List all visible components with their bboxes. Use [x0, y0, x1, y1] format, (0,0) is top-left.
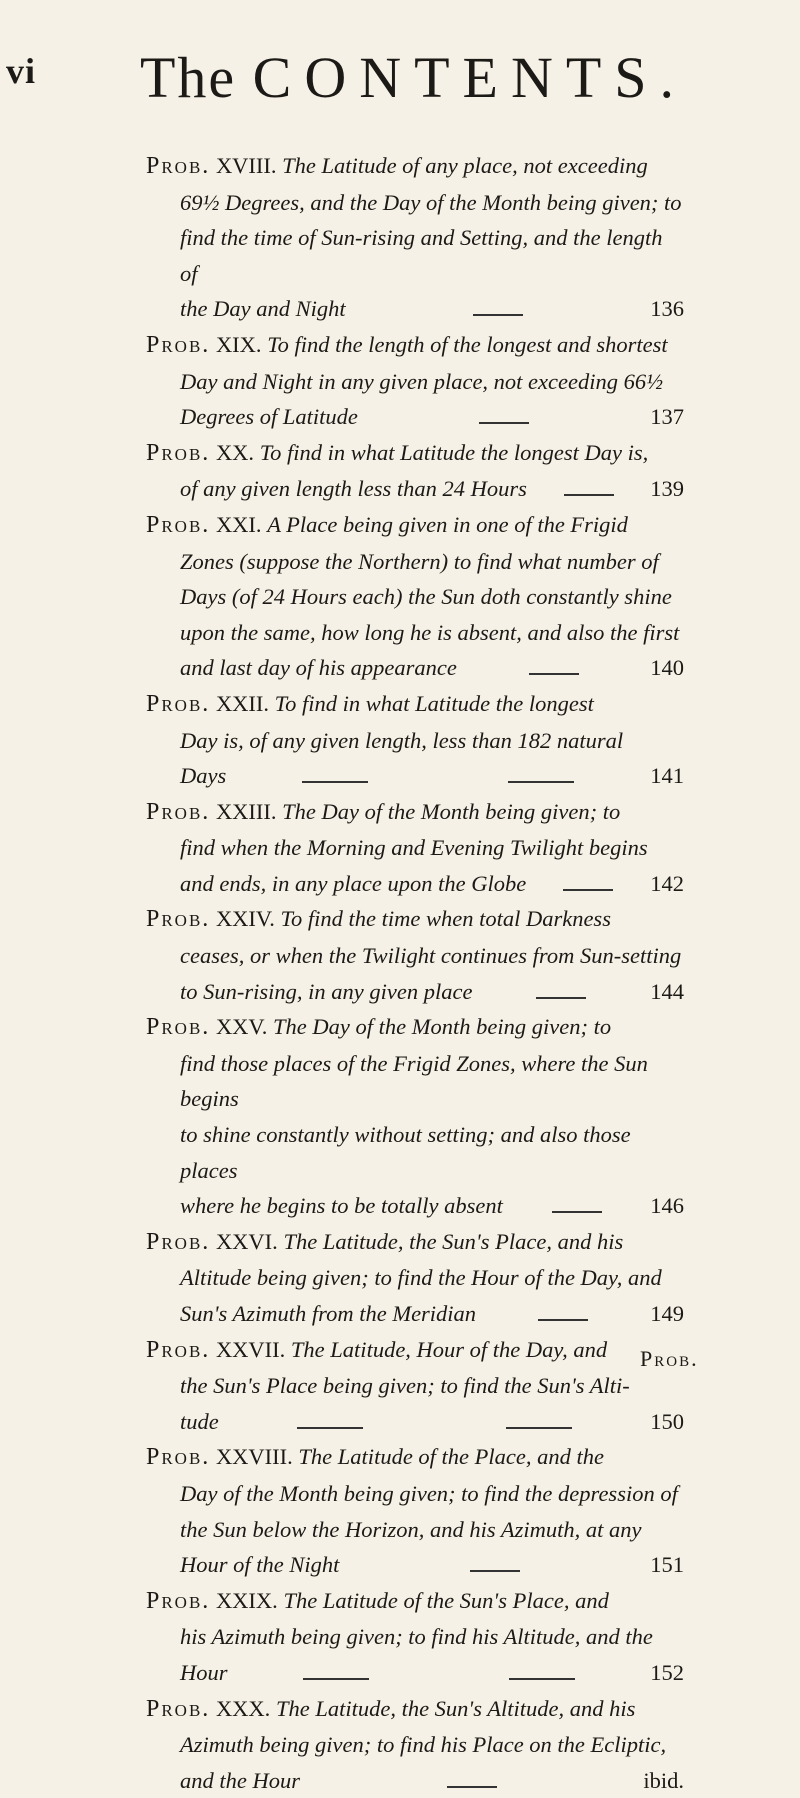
entry-page-number: 141 — [650, 763, 684, 789]
leader-dashes — [226, 781, 650, 783]
entry-text-line: The Latitude of the Place, and the — [298, 1444, 604, 1470]
entry-text-line: and the Hour — [180, 1767, 300, 1793]
leader-dash — [538, 1319, 588, 1321]
entry-text-line: A Place being given in one of the Frigid — [267, 511, 628, 537]
entry-text-line: of any given length less than 24 Hours — [180, 476, 527, 502]
leader-dashes — [346, 314, 651, 316]
entry-page-number: 144 — [650, 978, 684, 1004]
entry-page-number: 146 — [650, 1193, 684, 1219]
entry-last-line — [180, 1763, 684, 1798]
entry-text-line: to shine constantly without setting; and also those places — [180, 1122, 631, 1183]
leader-dashes — [358, 422, 650, 424]
leader-dash — [563, 889, 613, 891]
entry-number: XXIII. — [215, 798, 277, 824]
entry-page-number: ibid. — [643, 1767, 684, 1793]
leader-dashes — [476, 1319, 650, 1321]
entry-last-line — [180, 1188, 684, 1224]
entry-last-line — [180, 1655, 684, 1691]
entry-text-line: Altitude being given; to find the Hour of the Day, and — [180, 1265, 662, 1291]
leader-dash — [509, 1678, 575, 1680]
entry-label: Prob. — [146, 153, 211, 179]
entry-number: XX. — [215, 439, 255, 465]
leader-dash — [552, 1211, 602, 1213]
entry-text-line: The Latitude, the Sun's Place, and his — [283, 1228, 624, 1254]
entry-text-line: where he begins to be totally absent — [180, 1193, 503, 1219]
leader-dash — [536, 997, 586, 999]
entry-label: Prob. — [146, 690, 211, 717]
contents-entry — [146, 794, 684, 902]
entry-number: XXVII. — [215, 1336, 286, 1362]
entry-page-number: 152 — [650, 1659, 684, 1685]
entry-page-number: 139 — [650, 476, 684, 502]
contents-entry — [146, 435, 684, 507]
entry-last-line — [180, 1404, 684, 1440]
entry-number: XXVI. — [215, 1228, 278, 1254]
contents-entry — [146, 1439, 684, 1582]
entry-text-line: 69½ Degrees, and the Day of the Month being given; to — [180, 189, 682, 215]
entry-last-line — [180, 974, 684, 1010]
entry-text-line: Degrees of Latitude — [180, 404, 358, 430]
leader-dashes — [526, 889, 650, 891]
entry-text-line: Day of the Month being given; to find the depression of — [180, 1480, 678, 1506]
contents-entry — [146, 1332, 684, 1440]
entry-page-number: 151 — [650, 1552, 684, 1578]
contents-entry — [146, 1009, 684, 1224]
entry-text-line: To find the time when total Darkness — [280, 906, 611, 932]
entry-page-number: 136 — [650, 296, 684, 322]
title-prefix: The — [140, 45, 237, 110]
entry-last-line — [180, 1296, 684, 1332]
entry-text-line: The Latitude of the Sun's Place, and — [283, 1587, 609, 1613]
entry-text-line: the Sun below the Horizon, and his Azimuth, at any — [180, 1516, 642, 1542]
entry-label: Prob. — [146, 439, 211, 466]
entry-text-line: To find the length of the longest and shortest — [267, 331, 668, 357]
entry-text-line: Zones (suppose the Northern) to find what number of — [180, 548, 659, 574]
contents-entry — [146, 507, 684, 686]
running-head — [0, 44, 800, 114]
entry-number: XXX. — [215, 1695, 271, 1721]
entry-text-line: find the time of Sun-rising and Setting, and the length of — [180, 225, 663, 286]
leader-dash — [529, 673, 579, 675]
contents-list — [146, 148, 684, 1798]
contents-entry — [146, 1583, 684, 1691]
entry-text-line: Day and Night in any given place, not exceeding 66½ — [180, 368, 663, 394]
contents-entry — [146, 327, 684, 435]
entry-label: Prob. — [146, 1014, 211, 1041]
entry-last-line — [180, 291, 684, 327]
leader-dash — [302, 781, 368, 783]
entry-page-number: 137 — [650, 404, 684, 430]
entry-number: XXII. — [215, 690, 270, 716]
entry-text-line: and last day of his appearance — [180, 655, 457, 681]
entry-last-line — [180, 471, 684, 507]
entry-last-line — [180, 866, 684, 902]
entry-label: Prob. — [146, 1587, 211, 1614]
entry-label: Prob. — [146, 1695, 211, 1722]
leader-dashes — [339, 1570, 650, 1572]
entry-text-line: ceases, or when the Twilight continues from Sun-setting — [180, 943, 682, 969]
entry-last-line — [180, 1547, 684, 1583]
contents-entry — [146, 1691, 684, 1798]
page-title — [140, 44, 687, 111]
contents-entry — [146, 148, 684, 327]
leader-dash — [473, 314, 523, 316]
leader-dashes — [472, 997, 650, 999]
entry-label: Prob. — [146, 331, 211, 358]
leader-dashes — [228, 1678, 651, 1680]
entry-page-number: 150 — [650, 1408, 684, 1434]
leader-dash — [303, 1678, 369, 1680]
entry-last-line — [180, 758, 684, 794]
entry-number: XIX. — [215, 331, 262, 357]
entry-text-line: To find in what Latitude the longest Day is, — [259, 439, 649, 465]
leader-dash — [508, 781, 574, 783]
entry-text-line: The Latitude, the Sun's Altitude, and his — [275, 1695, 636, 1721]
entry-number: XXI. — [215, 511, 262, 537]
entry-text-line: and ends, in any place upon the Globe — [180, 870, 527, 896]
entry-label: Prob. — [146, 1336, 211, 1363]
entry-text-line: Days — [180, 763, 227, 789]
leader-dash — [297, 1427, 363, 1429]
entry-number: XXIX. — [215, 1587, 278, 1613]
entry-label: Prob. — [146, 511, 211, 538]
leader-dashes — [503, 1211, 650, 1213]
entry-text-line: tude — [180, 1408, 219, 1434]
entry-page-number: 142 — [650, 870, 684, 896]
entry-text-line: find those places of the Frigid Zones, where the Sun begins — [180, 1050, 648, 1112]
entry-text-line: the Day and Night — [180, 296, 346, 322]
entry-text-line: the Sun's Place being given; to find the Sun's Alti- — [180, 1373, 630, 1399]
leader-dashes — [219, 1427, 651, 1429]
contents-entry — [146, 1224, 684, 1332]
entry-text-line: Sun's Azimuth from the Meridian — [180, 1301, 477, 1326]
entry-text-line: The Day of the Month being given; to — [282, 798, 621, 824]
entry-text-line: Azimuth being given; to find his Place on the Ecliptic, — [180, 1732, 667, 1758]
leader-dashes — [527, 494, 650, 496]
entry-page-number: 140 — [650, 655, 684, 681]
entry-text-line: to Sun-rising, in any given place — [180, 978, 473, 1004]
contents-entry — [146, 901, 684, 1009]
entry-text-line: The Latitude of any place, not exceeding — [282, 153, 648, 178]
title-caps: CONTENTS. — [252, 45, 688, 110]
entry-text-line: The Day of the Month being given; to — [273, 1014, 612, 1040]
entry-label: Prob. — [146, 798, 211, 825]
entry-number: XVIII. — [215, 153, 277, 178]
entry-text-line: Hour — [180, 1659, 228, 1685]
entry-text-line: upon the same, how long he is absent, and also the first — [180, 619, 680, 645]
entry-label: Prob. — [146, 1444, 211, 1471]
entry-text-line: his Azimuth being given; to find his Altitude, and the — [180, 1624, 653, 1650]
leader-dash — [479, 422, 529, 424]
entry-text-line: Hour of the Night — [180, 1552, 340, 1578]
entry-last-line — [180, 399, 684, 435]
page-number: vi — [6, 51, 37, 91]
entry-number: XXV. — [215, 1014, 268, 1040]
entry-number: XXIV. — [215, 906, 275, 932]
entry-text-line: The Latitude, Hour of the Day, and — [290, 1336, 608, 1362]
entry-label: Prob. — [146, 906, 211, 933]
entry-text-line: find when the Morning and Evening Twilight begins — [180, 835, 648, 861]
entry-label: Prob. — [146, 1228, 211, 1255]
entry-last-line — [180, 650, 684, 686]
leader-dash — [447, 1786, 497, 1788]
leader-dashes — [457, 673, 650, 675]
entry-number: XXVIII. — [215, 1444, 293, 1470]
leader-dash — [564, 494, 614, 496]
entry-text-line: Days (of 24 Hours each) the Sun doth constantly shine — [180, 584, 672, 610]
entry-text-line: To find in what Latitude the longest — [274, 690, 594, 716]
leader-dashes — [300, 1786, 643, 1788]
entry-text-line: Day is, of any given length, less than 182 natural — [180, 727, 624, 753]
leader-dash — [470, 1570, 520, 1572]
contents-entry — [146, 686, 684, 794]
entry-page-number: 149 — [650, 1301, 684, 1326]
catchword: Prob. — [640, 1346, 699, 1371]
leader-dash — [506, 1427, 572, 1429]
